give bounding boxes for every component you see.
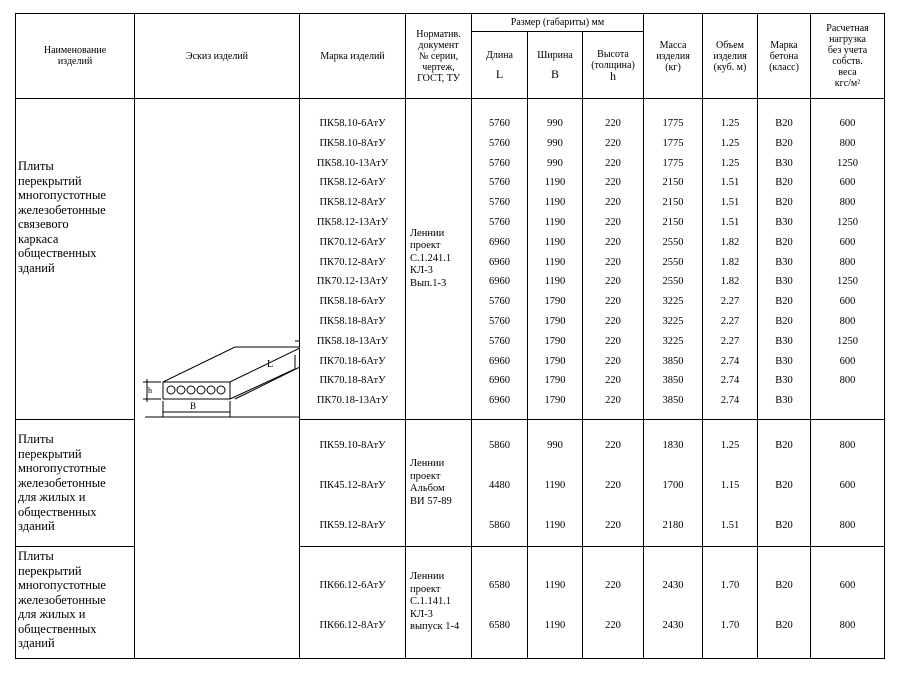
cell-mass: 1775 (662, 118, 684, 130)
text-line: общественных (18, 504, 97, 519)
cell-mark: ПК58.12-6АтУ (319, 177, 386, 189)
cell-mark: ПК58.18-6АтУ (319, 296, 386, 308)
cell-load: 800 (839, 375, 856, 387)
cell-mark: ПК59.10-8АтУ (319, 440, 386, 451)
cell-vol: 1.70 (720, 619, 740, 631)
cell-L: 5760 (489, 315, 510, 327)
text-line: документ (418, 39, 459, 51)
cell-mark: ПК70.18-13АтУ (316, 395, 389, 407)
text-line: Леннии (410, 227, 445, 239)
cell-mark: ПК66.12-8АтУ (319, 619, 386, 631)
cell-concrete: В20 (775, 315, 793, 327)
cell-h: 220 (605, 619, 621, 631)
text-line: проект (410, 583, 441, 595)
header-sketch: Эскиз изделий (135, 14, 300, 99)
cell-B: 1790 (544, 315, 566, 327)
cell-mass: 2150 (662, 177, 684, 189)
group-2-height (583, 420, 644, 547)
cell-B: 1190 (544, 217, 566, 228)
text-line: железобетонные (18, 475, 106, 490)
cell-B: 1190 (544, 236, 566, 248)
cell-B: 990 (547, 440, 563, 451)
cell-load: 800 (839, 619, 856, 631)
text-line: многопустотные (18, 578, 106, 592)
cell-load: 800 (839, 197, 856, 209)
cell-vol: 2.74 (720, 375, 740, 387)
cell-concrete: В20 (775, 177, 793, 189)
text-line: Объем (716, 39, 744, 51)
group-name-1 (16, 99, 135, 420)
cell-L: 6960 (489, 375, 510, 387)
text-line: без учета (827, 45, 868, 56)
cell-concrete: В20 (775, 137, 793, 149)
cell-B: 1790 (544, 296, 566, 308)
cell-mass: 3225 (662, 335, 684, 347)
cell-concrete: В20 (775, 118, 793, 130)
cell-mark: ПК45.12-8АтУ (319, 480, 386, 491)
group-name-2 (16, 420, 135, 547)
group-2-marks (300, 420, 406, 547)
group-2-length (472, 420, 528, 547)
cell-h: 220 (605, 256, 621, 268)
cell-load: 1250 (837, 276, 858, 288)
cell-load: 800 (839, 440, 856, 451)
group-2-doc (406, 420, 472, 547)
text-line: изделия (656, 50, 690, 62)
cell-vol: 2.74 (720, 355, 740, 367)
cell-mass: 3850 (662, 355, 684, 367)
group-3-mass (644, 547, 703, 659)
cell-mass: 2430 (662, 579, 684, 591)
cell-h: 220 (605, 335, 621, 347)
cell-concrete: В30 (775, 375, 793, 387)
text-line: КЛ-3 (410, 265, 433, 277)
cell-load: 600 (839, 355, 856, 367)
cell-vol: 1.51 (720, 197, 740, 209)
length-letter: L (495, 67, 504, 81)
cell-load: 1250 (837, 157, 858, 169)
cell-h: 220 (605, 375, 621, 387)
text-line: чертеж, (422, 61, 455, 73)
group-2-mass (644, 420, 703, 547)
cell-h: 220 (605, 296, 621, 308)
cell-L: 6960 (489, 276, 510, 288)
cell-B: 1190 (544, 177, 566, 189)
cell-mark: ПК66.12-6АтУ (319, 579, 386, 591)
group-3-load (811, 547, 885, 659)
cell-vol: 1.51 (720, 217, 740, 228)
cell-mark: ПК70.12-8АтУ (319, 256, 386, 268)
cell-B: 1790 (544, 395, 566, 407)
cell-L: 4480 (489, 480, 510, 491)
text-line: проект (410, 470, 441, 482)
text-line: железобетонные (18, 202, 106, 217)
sketch-label-l: L (266, 359, 274, 370)
cell-mass: 3225 (662, 315, 684, 327)
text-line: каркаса (18, 231, 59, 246)
cell-vol: 2.27 (720, 315, 740, 327)
text-line: перекрытий (18, 173, 82, 188)
group-name-3 (16, 547, 135, 659)
text-line: выпуск 1-4 (410, 621, 460, 633)
cell-mark: ПК70.18-6АтУ (319, 355, 386, 367)
cell-load: 800 (839, 520, 856, 531)
text-line: общественных (18, 246, 97, 260)
cell-load (811, 391, 884, 411)
cell-h: 220 (605, 440, 621, 451)
height-letter: h (610, 68, 616, 83)
cell-mark: ПК59.12-8АтУ (319, 520, 386, 531)
cell-L: 5760 (489, 197, 510, 209)
group-3-marks (300, 547, 406, 659)
cell-L: 6580 (489, 579, 510, 591)
cell-B: 1190 (544, 520, 566, 531)
cell-h: 220 (605, 315, 621, 327)
cell-mark: ПК70.18-8АтУ (319, 375, 386, 387)
cell-h: 220 (605, 118, 621, 130)
cell-mark: ПК58.18-13АтУ (316, 335, 389, 347)
cell-vol: 1.25 (720, 118, 740, 130)
group-1-width (528, 99, 583, 420)
header-size: Размер (габариты) мм (472, 14, 644, 32)
group-1-volume (703, 99, 758, 420)
group-1-concrete (758, 99, 811, 420)
cell-h: 220 (605, 579, 621, 591)
cell-concrete: В20 (775, 520, 793, 531)
sketch-label-b: B (189, 401, 197, 411)
text-line: для жилых и (18, 490, 86, 504)
text-line: изделия (713, 50, 747, 62)
cell-vol: 1.51 (720, 177, 740, 189)
header-mark: Марка изделий (300, 14, 406, 99)
cell-mark: ПК58.12-8АтУ (319, 197, 386, 209)
sketch-label-h: h (148, 386, 152, 395)
header-norm (406, 14, 472, 99)
cell-mass: 2550 (662, 256, 684, 268)
group-3-doc (406, 547, 472, 659)
cell-concrete: В20 (775, 296, 793, 308)
group-3-height (583, 547, 644, 659)
cell-h: 220 (605, 395, 621, 407)
cell-L: 5760 (489, 335, 510, 347)
cell-h: 220 (605, 157, 621, 169)
cell-mass: 1775 (662, 157, 684, 169)
cell-B: 1190 (544, 197, 566, 209)
header-concrete (758, 14, 811, 99)
cell-concrete: В30 (775, 157, 793, 169)
group-1-height (583, 99, 644, 420)
cell-mass: 1830 (662, 440, 684, 451)
cell-mass: 1700 (662, 480, 684, 491)
cell-vol: 1.15 (720, 480, 740, 491)
cell-vol: 1.51 (720, 520, 740, 531)
cell-mass: 3850 (662, 395, 684, 407)
text-line: проект (410, 240, 441, 252)
cell-vol: 2.27 (720, 335, 740, 347)
cell-vol: 2.74 (720, 395, 740, 407)
cell-h: 220 (605, 480, 621, 491)
cell-B: 990 (547, 118, 563, 130)
text-line: С.1.141.1 (410, 596, 452, 608)
text-line: железобетонные (18, 592, 106, 607)
header-height (583, 32, 644, 99)
cell-L: 5760 (489, 296, 510, 308)
group-3-length (472, 547, 528, 659)
text-line: Высота (597, 48, 629, 60)
text-line: многопустотные (18, 188, 106, 202)
cell-mass: 2550 (662, 276, 684, 288)
cell-h: 220 (605, 137, 621, 149)
text-line: Плиты (18, 432, 54, 446)
text-line: кгс/м² (834, 78, 861, 89)
cell-load: 1250 (837, 335, 858, 347)
cell-load: 1250 (837, 217, 858, 228)
group-1-mass (644, 99, 703, 420)
text-line: Леннии (410, 458, 445, 469)
cell-load: 600 (839, 236, 856, 248)
cell-mark: ПК58.10-8АтУ (319, 137, 386, 149)
group-3-volume (703, 547, 758, 659)
cell-h: 220 (605, 276, 621, 288)
cell-h: 220 (605, 177, 621, 189)
header-length: Длина L (472, 32, 528, 99)
cell-load: 800 (839, 137, 856, 149)
text-line: перекрытий (18, 563, 82, 578)
cell-L: 6960 (489, 256, 510, 268)
text-line: зданий (18, 260, 55, 275)
cell-concrete: В20 (775, 236, 793, 248)
cell-L: 5760 (489, 118, 510, 130)
cell-L: 5760 (489, 157, 510, 169)
cell-mass: 1775 (662, 137, 684, 149)
width-letter: B (550, 67, 559, 81)
cell-concrete: В20 (775, 197, 793, 209)
text-line: С.1.241.1 (410, 252, 452, 264)
cell-mark: ПК58.10-6АтУ (319, 118, 386, 130)
group-2-load (811, 420, 885, 547)
cell-vol: 1.82 (720, 276, 740, 288)
cell-concrete: В20 (775, 480, 793, 491)
text-line: (класс) (769, 61, 799, 73)
slab-sketch (135, 99, 300, 659)
cell-mass: 3225 (662, 296, 684, 308)
text-line: Леннии (410, 571, 445, 583)
group-3-concrete (758, 547, 811, 659)
cell-mark: ПК58.12-13АтУ (316, 217, 389, 228)
header-name: Наименование изделий (16, 14, 135, 99)
cell-L: 5760 (489, 177, 510, 189)
group-1-doc (406, 99, 472, 420)
header-mass (644, 14, 703, 99)
text-line: общественных (18, 621, 97, 636)
cell-B: 1190 (544, 256, 566, 268)
cell-L: 5860 (489, 440, 510, 451)
text-line: ВИ 57-89 (410, 495, 452, 507)
cell-load: 600 (839, 296, 856, 308)
cell-mass: 2430 (662, 619, 684, 631)
text-line: Плиты (18, 549, 54, 563)
cell-vol: 2.27 (720, 296, 740, 308)
cell-concrete: В30 (775, 276, 793, 288)
text-line: перекрытий (18, 446, 82, 461)
cell-h: 220 (605, 236, 621, 248)
cell-B: 1190 (544, 480, 566, 491)
cell-L: 6960 (489, 395, 510, 407)
text-line: (кг) (665, 61, 681, 73)
group-1-load (811, 99, 885, 420)
group-2-volume (703, 420, 758, 547)
cell-mass: 2150 (662, 197, 684, 209)
text-line: зданий (18, 519, 55, 533)
cell-vol: 1.82 (720, 236, 740, 248)
cell-mass: 3850 (662, 375, 684, 387)
cell-concrete: В30 (775, 395, 793, 407)
text-line: Норматив. (416, 28, 461, 40)
cell-L: 5860 (489, 520, 510, 531)
cell-B: 1190 (544, 579, 566, 591)
cell-mark: ПК58.10-13АтУ (316, 157, 389, 169)
cell-h: 220 (605, 197, 621, 209)
header-volume (703, 14, 758, 99)
cell-vol: 1.82 (720, 256, 740, 268)
cell-B: 1790 (544, 355, 566, 367)
cell-load: 800 (839, 315, 856, 327)
cell-load: 600 (839, 118, 856, 130)
cell-concrete: В20 (775, 579, 793, 591)
cell-concrete: В30 (775, 256, 793, 268)
text-line: для жилых и (18, 607, 86, 621)
cell-B: 990 (547, 137, 563, 149)
group-3-width (528, 547, 583, 659)
cell-load: 600 (839, 480, 856, 491)
slab-spec-table (15, 13, 885, 659)
slab-sketch-drawing (135, 99, 300, 659)
cell-L: 6960 (489, 236, 510, 248)
group-row-1 (16, 99, 885, 420)
cell-vol: 1.25 (720, 137, 740, 149)
cell-concrete: В30 (775, 335, 793, 347)
cell-concrete: В30 (775, 355, 793, 367)
text-line: Марка (770, 39, 798, 51)
cell-L: 5760 (489, 137, 510, 149)
group-2-concrete (758, 420, 811, 547)
group-2-width (528, 420, 583, 547)
text-line: Альбом (410, 483, 445, 494)
text-line: Плиты (18, 159, 54, 173)
cell-load: 600 (839, 177, 856, 189)
text-line: многопустотные (18, 461, 106, 475)
cell-h: 220 (605, 217, 621, 228)
cell-B: 1190 (544, 276, 566, 288)
text-line: (толщина) (591, 59, 635, 71)
cell-B: 1790 (544, 335, 566, 347)
text-line: нагрузка (829, 34, 866, 45)
text-line: Расчетная (826, 23, 869, 34)
cell-h: 220 (605, 355, 621, 367)
cell-concrete: В30 (775, 217, 793, 228)
text-line: бетона (769, 50, 799, 62)
header-load (811, 14, 885, 99)
group-1-length (472, 99, 528, 420)
cell-L: 5760 (489, 217, 510, 228)
text-line: связевого (18, 217, 69, 231)
group-1-marks (300, 99, 406, 420)
text-line: Вып.1-3 (410, 277, 447, 289)
text-line: ГОСТ, ТУ (417, 72, 460, 84)
text-line: зданий (18, 636, 55, 650)
cell-mass: 2550 (662, 236, 684, 248)
cell-load: 600 (839, 579, 856, 591)
cell-h: 220 (605, 520, 621, 531)
cell-mass: 2180 (662, 520, 684, 531)
text-line: № серии, (418, 50, 459, 62)
cell-concrete: В20 (775, 440, 793, 451)
cell-L: 6580 (489, 619, 510, 631)
cell-load: 800 (839, 256, 856, 268)
text-line: КЛ-3 (410, 608, 433, 620)
cell-L: 6960 (489, 355, 510, 367)
cell-B: 1790 (544, 375, 566, 387)
text-line: веса (838, 67, 857, 78)
cell-B: 1190 (544, 619, 566, 631)
cell-vol: 1.70 (720, 579, 740, 591)
cell-mark: ПК58.18-8АтУ (319, 315, 386, 327)
cell-vol: 1.25 (720, 157, 740, 169)
header-width: Ширина B (528, 32, 583, 99)
text-line: собств. (832, 56, 863, 67)
text-line: (куб. м) (713, 61, 747, 73)
text-line: Масса (659, 39, 687, 51)
cell-concrete: В20 (775, 619, 793, 631)
cell-mark: ПК70.12-13АтУ (316, 276, 389, 288)
cell-mark: ПК70.12-6АтУ (319, 236, 386, 248)
cell-mass: 2150 (662, 217, 684, 228)
cell-vol: 1.25 (720, 440, 740, 451)
cell-B: 990 (547, 157, 563, 169)
